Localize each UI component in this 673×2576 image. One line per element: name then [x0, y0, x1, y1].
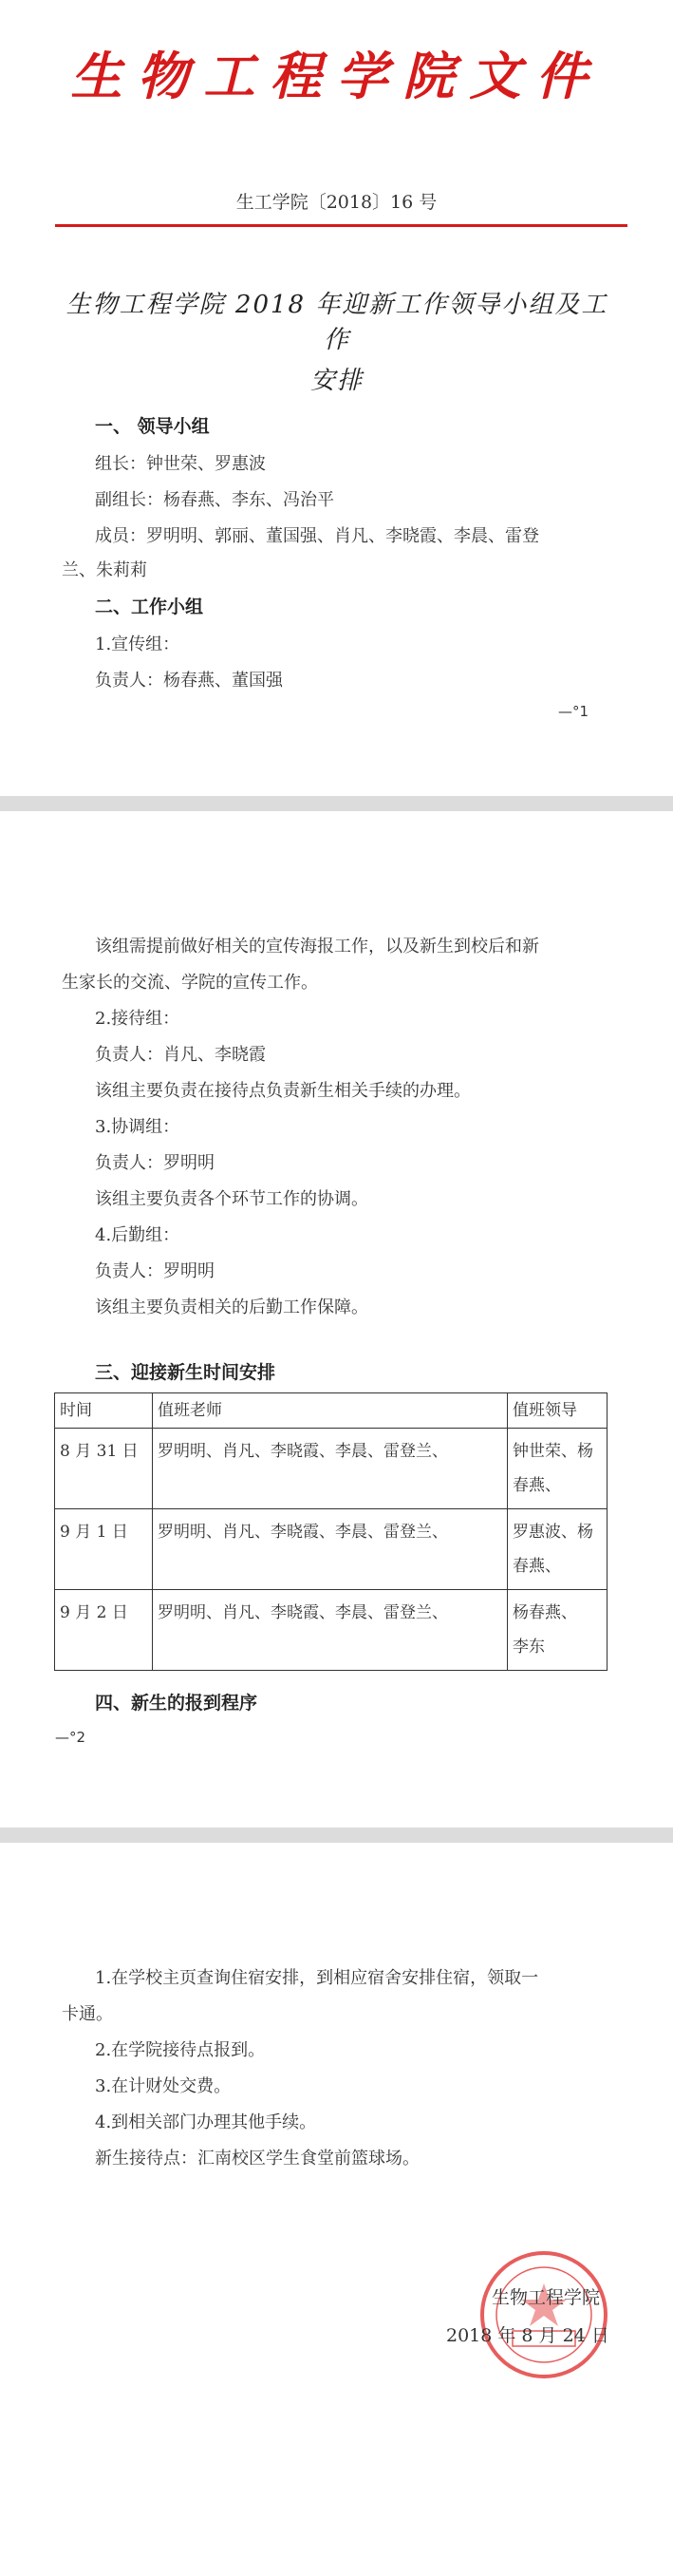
group1-title: 1.宣传组：: [95, 635, 180, 654]
members-line1: 成员：罗明明、郭丽、董国强、肖凡、李晓霞、李晨、雷登: [95, 526, 539, 546]
signature-org: 生物工程学院: [492, 2287, 601, 2308]
page-gap-1: [0, 796, 673, 811]
group2-lead: 负责人：肖凡、李晓霞: [95, 1045, 266, 1065]
leaders-line: 罗惠波、杨: [513, 1523, 593, 1542]
table-cell-teachers: 罗明明、肖凡、李晓霞、李晨、雷登兰、: [153, 1509, 508, 1590]
table-header-row: [55, 1393, 608, 1429]
table-row: [55, 1590, 608, 1671]
leader-line: 组长：钟世荣、罗惠波: [95, 454, 266, 474]
group4-title: 4.后勤组：: [95, 1225, 180, 1245]
leaders-line: 春燕、: [513, 1557, 561, 1576]
table-cell-date: 8 月 31 日: [55, 1429, 153, 1509]
page-gap-2: [0, 1828, 673, 1843]
group1-desc-line2: 生家长的交流、学院的宣传工作。: [62, 973, 318, 993]
table-row: [55, 1509, 608, 1590]
table-cell-date: 9 月 2 日: [55, 1590, 153, 1671]
leaders-line: 杨春燕、: [513, 1603, 577, 1622]
leaders-line: 李东: [513, 1638, 545, 1657]
seal-star-icon: [484, 2255, 604, 2375]
reception-location: 新生接待点：汇南校区学生食堂前篮球场。: [95, 2149, 420, 2169]
org-header-title: 生物工程学院文件: [70, 46, 603, 106]
group3-desc: 该组主要负责各个环节工作的协调。: [95, 1189, 368, 1209]
table-cell-leaders: [508, 1509, 608, 1590]
table-header-teachers: 值班老师: [153, 1393, 508, 1429]
section4-heading: 四、新生的报到程序: [95, 1693, 258, 1714]
group4-desc: 该组主要负责相关的后勤工作保障。: [95, 1297, 368, 1317]
red-divider-line: [55, 224, 627, 227]
group3-lead: 负责人：罗明明: [95, 1153, 215, 1173]
table-cell-teachers: 罗明明、肖凡、李晓霞、李晨、雷登兰、: [153, 1429, 508, 1509]
step1-line1: 1.在学校主页查询住宿安排，到相应宿舍安排住宿，领取一: [95, 1968, 539, 1988]
page-number-2: —°2: [55, 1729, 86, 1746]
table-cell-date: 9 月 1 日: [55, 1509, 153, 1590]
group1-desc-line1: 该组需提前做好相关的宣传海报工作，以及新生到校后和新: [95, 937, 539, 957]
section3-heading: 三、迎接新生时间安排: [95, 1362, 276, 1383]
section2-heading: 二、工作小组: [95, 597, 204, 617]
table-header-time: 时间: [55, 1393, 153, 1429]
step3: 3.在计财处交费。: [95, 2076, 232, 2096]
table-cell-leaders: [508, 1429, 608, 1509]
group2-desc: 该组主要负责在接待点负责新生相关手续的办理。: [95, 1081, 471, 1101]
signature-date: 2018 年 8 月 24 日: [446, 2325, 609, 2346]
group3-title: 3.协调组：: [95, 1117, 180, 1137]
group4-lead: 负责人：罗明明: [95, 1261, 215, 1281]
schedule-table: [54, 1392, 608, 1671]
group1-lead: 负责人：杨春燕、董国强: [95, 671, 283, 691]
step1-line2: 卡通。: [62, 2004, 113, 2024]
page-2: [0, 811, 673, 1828]
deputy-line: 副组长：杨春燕、李东、冯治平: [95, 490, 334, 510]
members-line2: 兰、朱莉莉: [62, 560, 147, 580]
table-cell-teachers: 罗明明、肖凡、李晓霞、李晨、雷登兰、: [153, 1590, 508, 1671]
table-header-leaders: 值班领导: [508, 1393, 608, 1429]
table-row: [55, 1429, 608, 1509]
page-number-1: —°1: [558, 703, 589, 720]
leaders-line: 钟世荣、杨: [513, 1442, 593, 1461]
table-cell-leaders: [508, 1590, 608, 1671]
document-title-line1: 生物工程学院 2018 年迎新工作领导小组及工作: [65, 291, 608, 354]
leaders-line: 春燕、: [513, 1476, 561, 1495]
step4: 4.到相关部门办理其他手续。: [95, 2112, 317, 2132]
group2-title: 2.接待组：: [95, 1009, 180, 1029]
page-3: [0, 1843, 673, 2576]
page-1: [0, 0, 673, 796]
document-number: 生工学院〔2018〕16 号: [235, 192, 438, 213]
document-title-line2: 安排: [309, 367, 364, 395]
official-seal: [480, 2251, 608, 2378]
section1-heading: 一、 领导小组: [95, 416, 210, 437]
step2: 2.在学院接待点报到。: [95, 2040, 266, 2060]
